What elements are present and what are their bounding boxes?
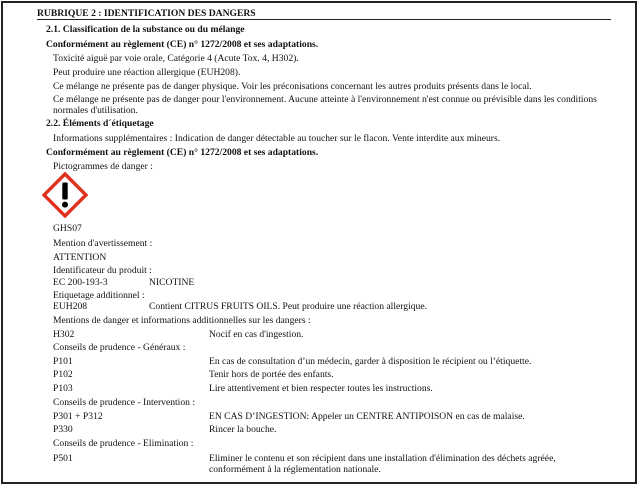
title-rule	[37, 19, 611, 20]
ec-name: NICOTINE	[149, 277, 195, 288]
classification-line: Ce mélange ne présente pas de danger pour l'environnement. Aucune atteinte à l'environnement n'est connue ou prévisible dans les conditions normales d'utilisation.	[53, 94, 597, 116]
precaution-text: Tenir hors de portée des enfants.	[209, 369, 334, 380]
elimination-label: Conseils de prudence - Elimination :	[53, 438, 194, 449]
classification-line: Peut produire une réaction allergique (EUH208).	[53, 67, 241, 78]
subsection-2-2-title: 2.2. Éléments d´étiquetage	[46, 118, 154, 129]
precaution-code: P102	[53, 369, 73, 380]
intervention-label: Conseils de prudence - Intervention :	[53, 397, 195, 408]
regulation-line-2: Conformément au règlement (CE) n° 1272/2008 et ses adaptations.	[46, 147, 319, 158]
exclamation-mark-diamond-icon	[42, 172, 88, 218]
precaution-code: P501	[53, 453, 73, 464]
precaution-text: Eliminer le contenu et son récipient dans une installation d'élimination des déchets agréée, conformément à la réglementation nationale.	[209, 453, 556, 475]
precaution-text: En cas de consultation d’un médecin, garder à disposition le récipient ou l’étiquette.	[209, 356, 532, 367]
identificateur-label: Identificateur du produit :	[53, 265, 152, 276]
etiquetage-label: Etiquetage additionnel :	[53, 290, 145, 301]
precaution-text: EN CAS D’INGESTION: Appeler un CENTRE ANTIPOISON en cas de malaise.	[209, 411, 525, 422]
section-title: RUBRIQUE 2 : IDENTIFICATION DES DANGERS	[37, 8, 256, 19]
precaution-text: Lire attentivement et bien respecter toutes les instructions.	[209, 383, 433, 394]
mentions-label: Mentions de danger et informations additionnelles sur les dangers :	[53, 315, 311, 326]
precaution-code: P103	[53, 383, 73, 394]
classification-line: Ce mélange ne présente pas de danger physique. Voir les préconisations concernant les autres produits présents dans le local.	[53, 81, 532, 92]
ghs-code: GHS07	[53, 223, 82, 234]
generaux-label: Conseils de prudence - Généraux :	[53, 342, 186, 353]
h-text: Nocif en cas d'ingestion.	[209, 329, 304, 340]
mention-label: Mention d'avertissement :	[53, 238, 153, 249]
h-code: H302	[53, 329, 75, 340]
precaution-code: P301 + P312	[53, 411, 103, 422]
pictogrammes-label: Pictogrammes de danger :	[53, 161, 153, 172]
info-supplementaires: Informations supplémentaires : Indication de danger détectable au toucher sur le flacon. Vente interdite aux mineurs.	[53, 133, 501, 144]
precaution-code: P101	[53, 356, 73, 367]
regulation-line-1: Conformément au règlement (CE) n° 1272/2008 et ses adaptations.	[46, 39, 319, 50]
precaution-text: Rincer la bouche.	[209, 424, 277, 435]
precaution-code: P330	[53, 424, 73, 435]
ec-code: EC 200-193-3	[53, 277, 108, 288]
classification-line: Toxicité aiguë par voie orale, Catégorie 4 (Acute Tox. 4, H302).	[53, 53, 299, 64]
euh-code: EUH208	[53, 301, 88, 312]
subsection-2-1-title: 2.1. Classification de la substance ou du mélange	[46, 24, 245, 35]
mention-value: ATTENTION	[53, 252, 107, 263]
euh-text: Contient CITRUS FRUITS OILS. Peut produire une réaction allergique.	[149, 301, 428, 312]
